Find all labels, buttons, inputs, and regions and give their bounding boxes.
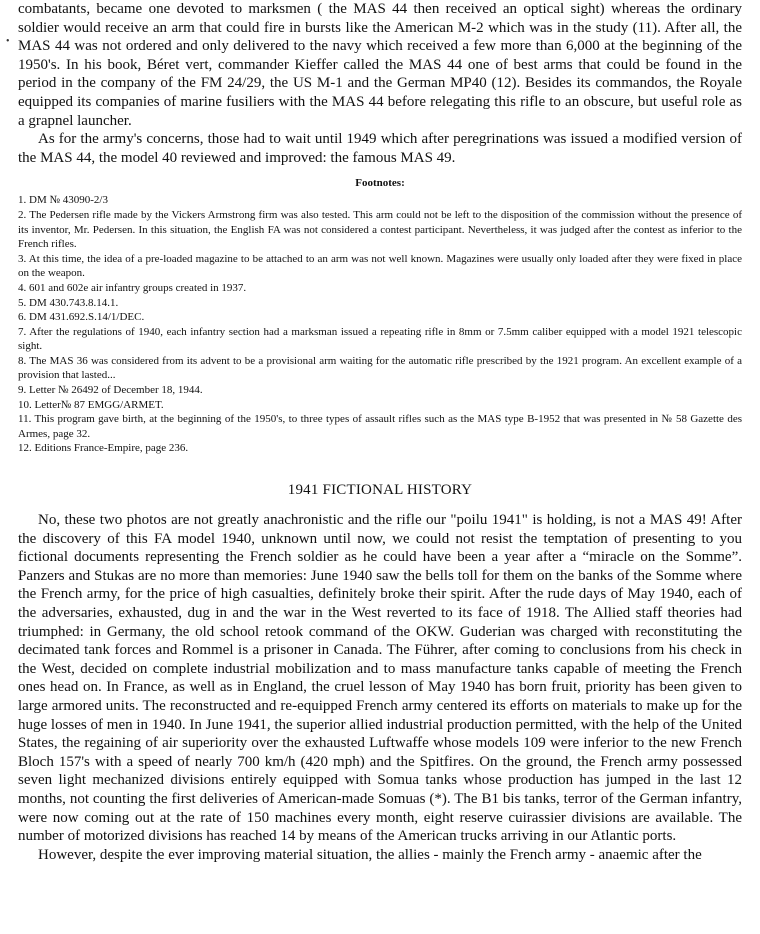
intro-paragraph-1: combatants, became one devoted to marksmen ( the MAS 44 then received an optical sight) whereas the ordinary soldier would receive an arm that could fire in bursts like the American M-2 which was in the study (11). After all, the MAS 44 was not ordered and only delivered to the navy which received a few more than 6,000 at the beginning of the 1950's. In his book, Béret vert, commander Kieffer called the MAS 44 one of best arms that could be found in the period in the company of the FM 24/29, the US M-1 and the German MP40 (12). Besides its commandos, the Royale equipped its companies of marine fusiliers with the MAS 44 before relegating this rifle to an obscure, but useful role as a grapnel launcher. xyxy=(18,1,742,129)
section-title: 1941 FICTIONAL HISTORY xyxy=(287,482,473,499)
footnote-5: 5. DM 430.743.8.14.1. xyxy=(18,296,119,309)
footnotes-heading: Footnotes: xyxy=(355,177,405,190)
footnote-9: 9. Letter № 26492 of December 18, 1944. xyxy=(18,384,203,397)
footnote-4: 4. 601 and 602e air infantry groups created in 1937. xyxy=(18,281,247,294)
footnote-3: 3. At this time, the idea of a pre-loaded magazine to be attached to an arm was not well known. Magazines were usually only loaded after they were fixed in place on the weapon. xyxy=(18,252,742,280)
margin-dot: • xyxy=(6,36,10,47)
footnote-7: 7. After the regulations of 1940, each infantry section had a marksman issued a repeating rifle in 8mm or 7.5mm caliber equipped with a model 1921 telescopic sight. xyxy=(18,325,742,353)
section-paragraph-1: No, these two photos are not greatly anachronistic and the rifle our "poilu 1941" is holding, is not a MAS 49! After the discovery of this FA model 1940, unknown until now, we could not resist the temptation of presenting to you fictional documents representing the French soldier as he could have been a year after a “miracle on the Somme”. Panzers and Stukas are no more than memories: June 1940 saw the bells toll for them on the banks of the Somme where the French army, for the price of high casualties, definitely broke their spirit. After the rude days of May 1940, each of the adversaries, exhausted, dug in and the war in the West reverted to its face of 1918. The Allied staff theories had triumphed: in Germany, the old school retook command of the OKW. Guderian was charged with reconstituting the decimated tank forces and Rommel is a prisoner in Canada. The Führer, after coming to conclusions from his check in the West, decided on complete industrial mobilization and to mass manufacture tanks capable of meeting the French ones head on. In France, as well as in England, the cruel lesson of May 1940 has born fruit, priority has been given to large armored units. The reconstructed and re-equipped French army centered its efforts on materials to make up for the huge losses of men in 1940. In June 1941, the superior allied industrial production permitted, with the help of the United States, the regaining of air superiority over the exhausted Luftwaffe whose models 109 were inferior to the new French Bloch 157's with a speed of nearly 700 km/h (420 mph) and the Spitfires. On the ground, the French army possessed seven light mechanized divisions entirely equipped with Somua tanks whose production has jumped in the last 12 months, not counting the first deliveries of American-made Somuas (*). The B1 bis tanks, terror of the German infantry, were now coming out at the rate of 150 machines every month, eight reserve cuirassier divisions are available. The number of motorized divisions has reached 14 by means of the American trucks arriving in our Atlantic ports. xyxy=(18,512,742,845)
footnote-8: 8. The MAS 36 was considered from its advent to be a provisional arm waiting for the automatic rifle prescribed by the 1921 program. An excellent example of a provision that lasted... xyxy=(18,354,742,382)
intro-paragraph-2: As for the army's concerns, those had to wait until 1949 which after peregrinations was issued a modified version of the MAS 44, the model 40 reviewed and improved: the famous MAS 49. xyxy=(18,131,742,166)
document-page xyxy=(18,0,742,864)
footnote-1: 1. DM № 43090-2/3 xyxy=(18,194,108,207)
section-paragraph-2: However, despite the ever improving material situation, the allies - mainly the French army - anaemic after the xyxy=(38,846,702,863)
footnote-6: 6. DM 431.692.S.14/1/DEC. xyxy=(18,311,145,324)
footnote-2: 2. The Pedersen rifle made by the Vickers Armstrong firm was also tested. This arm could not be left to the disposition of the commission without the presence of its inventor, Mr. Pedersen. In this situation, the English FA was not considered a contest participant. Nevertheless, it was judged after the contest as inferior to the French rifles. xyxy=(18,208,742,251)
footnote-12: 12. Editions France-Empire, page 236. xyxy=(18,442,189,455)
footnote-10: 10. Letter№ 87 EMGG/ARMET. xyxy=(18,398,164,411)
footnote-11: 11. This program gave birth, at the beginning of the 1950's, to three types of assault rifles such as the MAS type B-1952 that was presented in № 58 Gazette des Armes, page 32. xyxy=(18,413,742,440)
footnotes-section xyxy=(18,177,742,456)
